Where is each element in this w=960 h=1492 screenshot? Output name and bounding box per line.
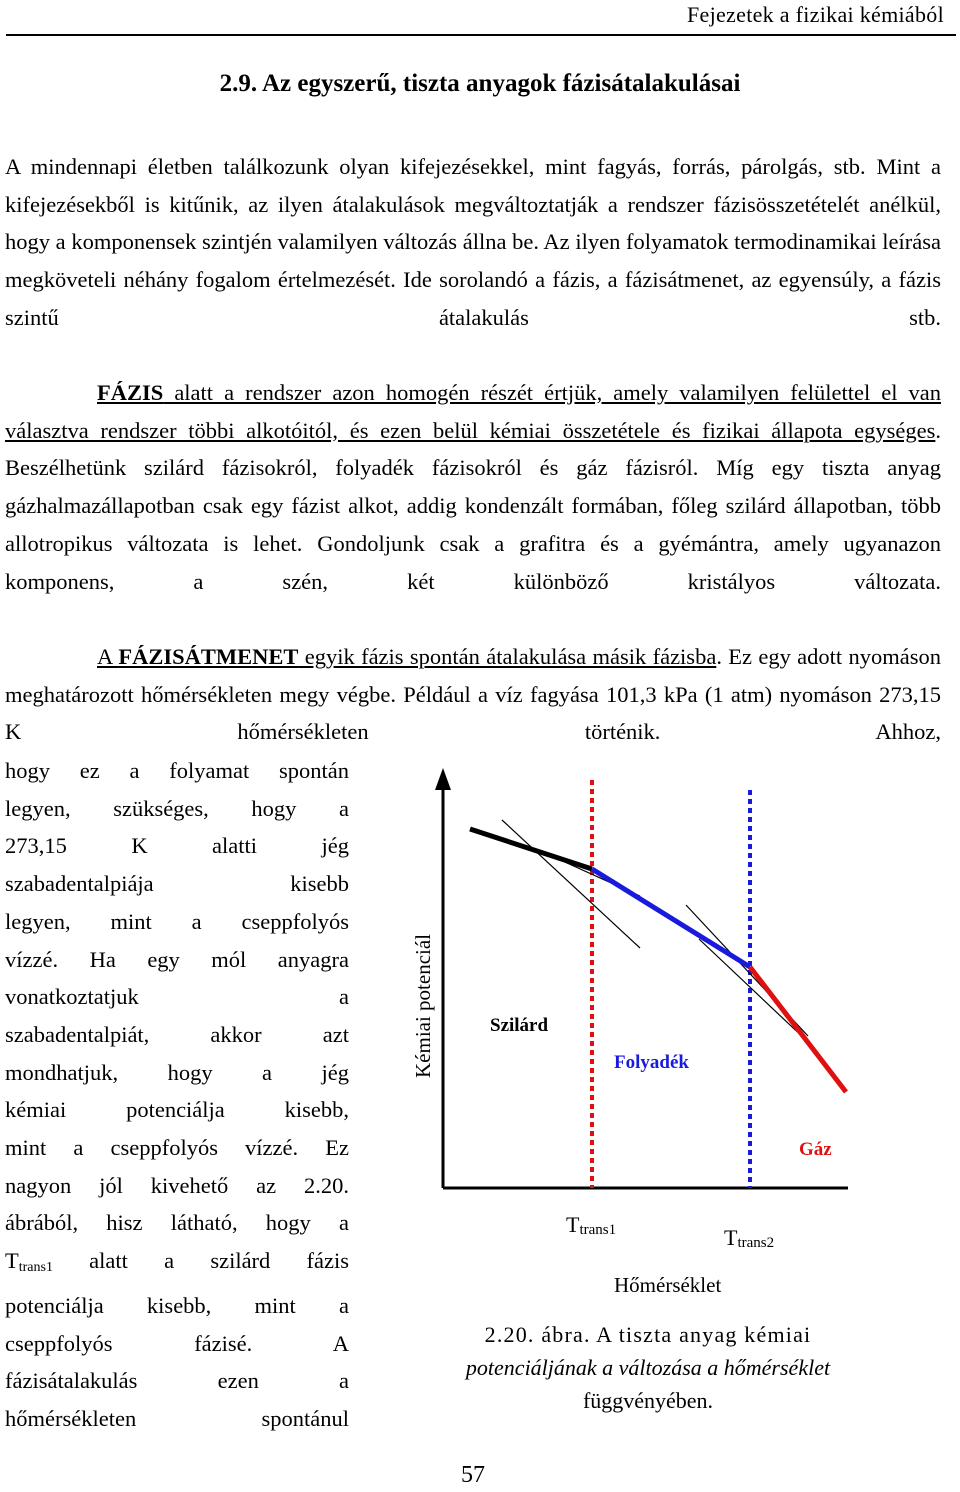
x-axis-label: Hőmérséklet	[614, 1273, 722, 1297]
caption-line-1	[400, 1318, 896, 1351]
t-trans1-sub: trans1	[579, 1222, 617, 1238]
caption-line-2: potenciáljának a változása a hőmérséklet	[465, 1355, 831, 1380]
left-line: szabadentalpiája kisebb	[5, 871, 349, 897]
y-axis-label: Kémiai potenciál	[411, 933, 435, 1078]
paragraph-intro	[5, 148, 941, 337]
gas-segment	[750, 967, 846, 1092]
phase-definition: alatt a rendszer azon homogén részét értjük, amely valamilyen felülettel el van választva rendszer többi alkotóitól, és ezen belül kémiai összetétele és fizikai állapota egységes	[5, 380, 941, 443]
left-line: ábrából, hisz látható, hogy a	[5, 1210, 349, 1236]
left-line: hőmérsékleten spontánul	[5, 1405, 349, 1431]
liquid-segment	[592, 869, 750, 967]
left-line: 273,15 K alatti jég	[5, 833, 349, 859]
t-trans1-main: T	[566, 1212, 580, 1237]
section-title: 2.9. Az egyszerű, tiszta anyagok fázisátalakulásai	[219, 70, 741, 97]
t-trans1-label	[566, 1212, 616, 1238]
left-line: vonatkoztatjuk a	[5, 984, 349, 1010]
left-line: hogy ez a folyamat spontán	[5, 758, 349, 783]
left-line: cseppfolyós fázisé. A	[5, 1330, 349, 1356]
y-axis-arrow	[435, 768, 451, 790]
term-phase-transition: FÁZISÁTMENET	[118, 644, 299, 669]
paragraph-intro-text: A mindennapi életben találkozunk olyan kifejezésekkel, mint fagyás, forrás, párolgás, stb. Mint a kifejezésekből is kitűnik, az ilyen átalakulások megváltoztatják a rendszer fázisösszetételét anélkül, hogy a komponensek szintjén valamilyen változás állna be. Az ilyen folyamatok termodinamikai leírása megköveteli néhány fogalom értelmezését. Ide sorolandó a fázis, a fázisátmenet, az egyensúly, a fázis szintű átalakulás stb.	[5, 154, 941, 330]
t-trans2-sub: trans2	[737, 1235, 775, 1251]
page-number: 57	[461, 1462, 485, 1488]
left-line: legyen, szükséges, hogy a	[5, 795, 349, 821]
phase-transition-description: . Ez egy adott nyomáson meghatározott hőmérsékleten megy végbe. Például a víz fagyása 101,3 kPa (1 atm) nyomáson 273,15 K hőmérsékleten történik. Ahhoz,	[5, 644, 942, 745]
caption-line-3: függvényében.	[582, 1388, 714, 1413]
label-liquid: Folyadék	[614, 1052, 689, 1073]
chemical-potential-figure	[400, 760, 960, 1320]
ttrans-symbol: T	[5, 1248, 19, 1274]
phase-transition-definition: egyik fázis spontán átalakulása másik fázisba	[298, 644, 717, 669]
term-phase: FÁZIS	[97, 380, 164, 405]
paragraph-phase-definition	[5, 374, 941, 600]
label-solid: Szilárd	[490, 1015, 549, 1036]
left-line: legyen, mint a cseppfolyós	[5, 908, 349, 934]
running-header: Fejezetek a fizikai kémiából	[686, 2, 944, 27]
header-rule	[6, 34, 956, 36]
left-line: vízzé. Ha egy mól anyagra	[5, 946, 349, 972]
left-line: fázisátalakulás ezen a	[5, 1368, 349, 1394]
left-line: potenciálja kisebb, mint a	[5, 1292, 349, 1318]
left-line: mondhatjuk, hogy a jég	[5, 1059, 349, 1085]
left-line: nagyon jól kivehető az 2.20.	[5, 1172, 349, 1198]
label-gas: Gáz	[799, 1139, 832, 1160]
t-trans2-main: T	[724, 1225, 738, 1250]
ttrans-rest: alatt a szilárd fázis	[52, 1248, 349, 1274]
paragraph-phase-transition	[5, 638, 941, 751]
left-line: kémiai potenciálja kisebb,	[5, 1097, 349, 1123]
gas-extrapolation	[722, 962, 794, 964]
left-line: szabadentalpiát, akkor azt	[5, 1021, 349, 1047]
ttrans-subscript: trans1	[18, 1260, 53, 1276]
caption-number: 2.20. ábra.	[484, 1322, 591, 1347]
t-trans2-label	[724, 1225, 774, 1251]
transition-article: A	[97, 644, 119, 669]
caption-title-start: A tiszta anyag kémiai	[590, 1322, 812, 1347]
left-line-ttrans	[5, 1242, 349, 1287]
left-line: mint a cseppfolyós vízzé. Ez	[5, 1135, 349, 1161]
phase-description: . Beszélhetünk szilárd fázisokról, folyadék fázisokról és gáz fázisról. Míg egy tiszta anyag gázhalmazállapotban csak egy fázist alkot, addig kondenzált formában, főleg szilárd állapotban, több allotropikus változata is lehet. Gondoljunk csak a grafitra és a gyémántra, amely ugyanazon komponens, a szén, két különböző kristályos változata.	[5, 417, 941, 594]
solid-segment	[470, 829, 592, 869]
gas-extension	[699, 939, 808, 1042]
figure-caption	[400, 1318, 896, 1417]
left-column-text	[5, 752, 349, 1438]
